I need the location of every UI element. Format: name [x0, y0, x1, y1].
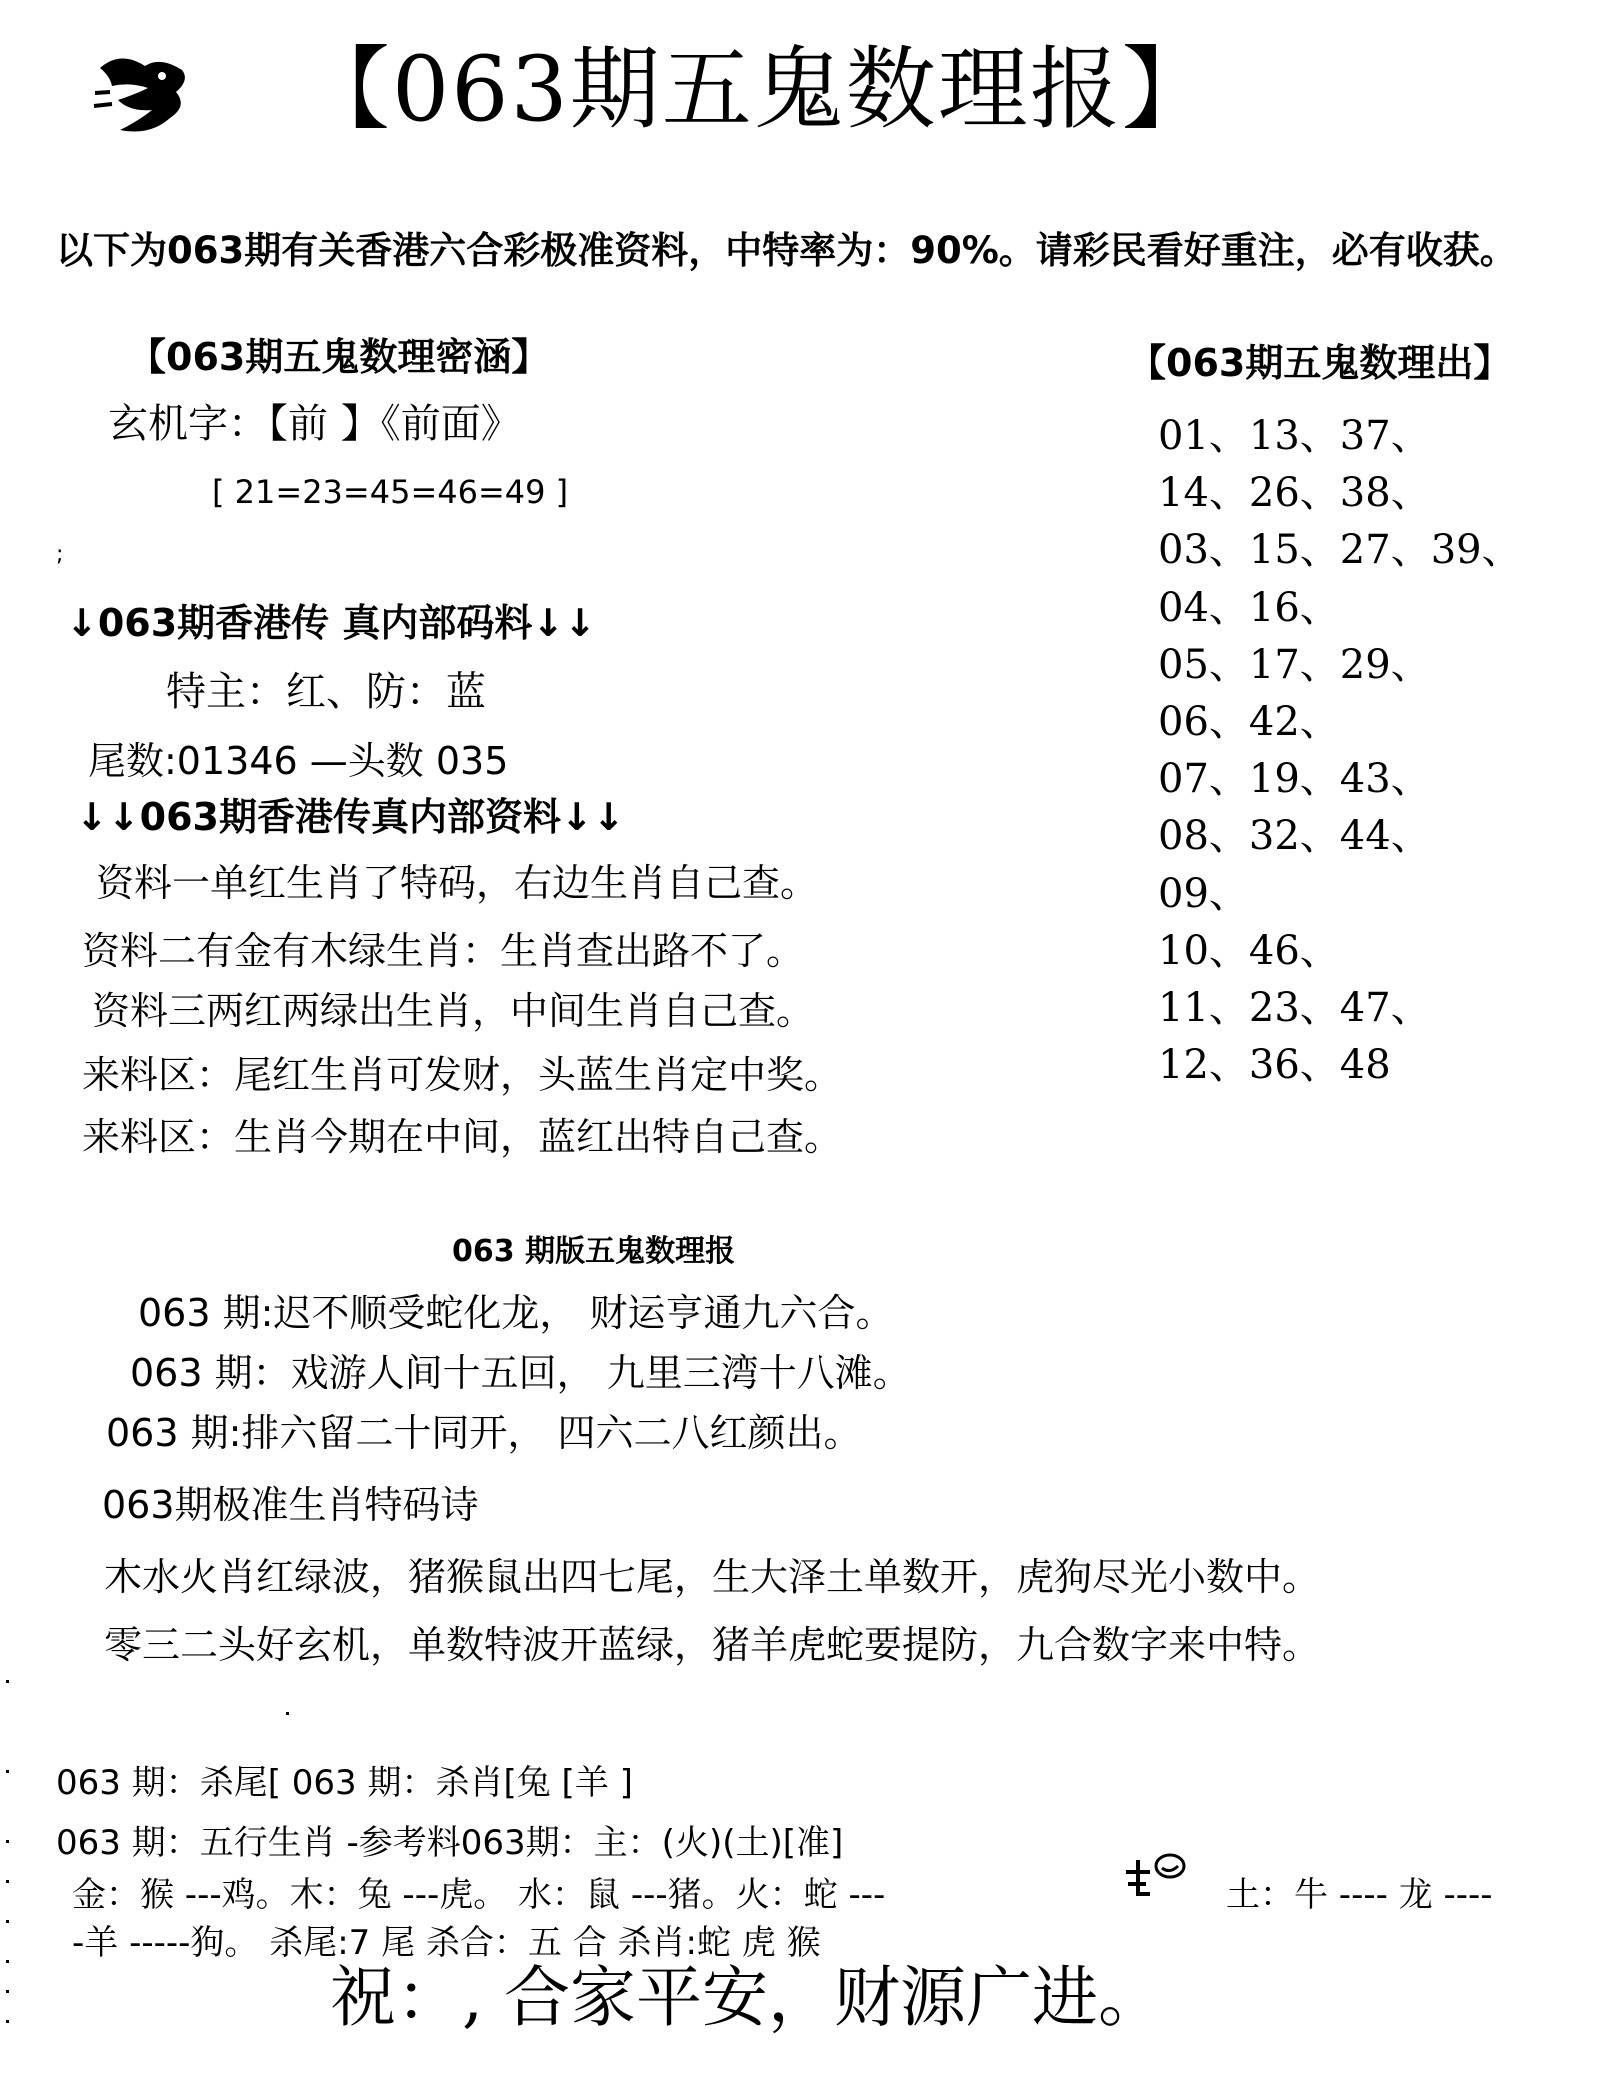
dragon-logo-icon	[90, 48, 200, 148]
poem-line-1: 063 期:迟不顺受蛇化龙， 财运亨通九六合。	[138, 1291, 894, 1335]
bottom-line-4: -羊 -----狗。 杀尾:7 尾 杀合：五 合 杀肖:蛇 虎 猴	[72, 1923, 821, 1963]
number-line: 08、32、44、	[1158, 813, 1431, 860]
numbers-heading: 【063期五鬼数理出】	[1128, 341, 1512, 385]
hk-item-1: 资料一单红生肖了特码，右边生肖自己查。	[96, 861, 819, 905]
number-line: 10、46、	[1158, 927, 1340, 974]
bottom-line-1: 063 期：杀尾[ 063 期：杀肖[兔 [羊 ]	[56, 1763, 633, 1803]
number-line: 01、13、37、	[1158, 413, 1431, 459]
bottom-line-3b: 土：牛 ---- 龙 ----	[1226, 1875, 1493, 1915]
number-line: 12、36、48	[1158, 1042, 1391, 1089]
hk-heading-1: ↓063期香港传 真内部码料↓↓	[66, 601, 597, 645]
number-list	[1158, 408, 1578, 1094]
hk-item-3: 资料三两红两绿出生肖，中间生肖自己查。	[92, 989, 815, 1033]
number-line: 04、16、	[1158, 584, 1340, 631]
poem-verse-2: 零三二头好玄机，单数特波开蓝绿，猪羊虎蛇要提防，九合数字来中特。	[104, 1623, 1321, 1667]
intro-text: 以下为063期有关香港六合彩极准资料，中特率为：90%。请彩民看好重注，必有收获。	[56, 229, 1517, 272]
number-line: 11、23、47、	[1158, 984, 1431, 1031]
hk-item-2: 资料二有金有木绿生肖：生肖查出路不了。	[82, 929, 805, 973]
number-line: 05、17、29、	[1158, 641, 1431, 688]
hk-item-5: 来料区：生肖今期在中间，蓝红出特自己查。	[82, 1115, 843, 1159]
number-line: 09、	[1158, 870, 1249, 917]
hk-heading-2: ↓↓063期香港传真内部资料↓↓	[76, 795, 625, 839]
poem-section-heading: 063 期版五鬼数理报	[452, 1234, 736, 1269]
poem-line-3: 063 期:排六留二十同开， 四六二八红颜出。	[106, 1411, 862, 1455]
hk-item-4: 来料区：尾红生肖可发财，头蓝生肖定中奖。	[82, 1053, 843, 1097]
mystery-numbers: [ 21=23=45=46=49 ]	[212, 473, 569, 511]
poem-verse-1: 木水火肖红绿波，猪猴鼠出四七尾，生大泽土单数开，虎狗尽光小数中。	[104, 1555, 1321, 1599]
poem-title: 063期极准生肖特码诗	[102, 1483, 479, 1527]
mystery-xuanji: 玄机字：【前 】《前面》	[108, 401, 521, 447]
stray-mark: ;	[56, 542, 64, 567]
footer-blessing: 祝：, 合家平安，财源广进。	[330, 1959, 1164, 2036]
bottom-line-2: 063 期：五行生肖 -参考料063期：主：(火)(土)[准]	[56, 1823, 844, 1863]
horse-glyph-icon	[1120, 1850, 1190, 1906]
number-line: 03、15、27、39、	[1158, 527, 1522, 574]
bottom-line-3a: 金：猴 ---鸡。木：兔 ---虎。 水：鼠 ---猪。火：蛇 ---	[72, 1875, 886, 1915]
mystery-heading: 【063期五鬼数理密涵】	[128, 335, 550, 379]
hk-special: 特主：红、防：蓝	[166, 669, 486, 715]
scan-edge-marks	[6, 1680, 16, 2060]
number-line: 07、19、43、	[1158, 756, 1431, 803]
hk-tails: 尾数:01346 —头数 035	[88, 739, 509, 783]
page-title: 【063期五鬼数理报】	[300, 37, 1214, 142]
number-line: 14、26、38、	[1158, 470, 1431, 517]
number-line: 06、42、	[1158, 698, 1340, 745]
speck	[286, 1712, 289, 1715]
poem-line-2: 063 期：戏游人间十五回， 九里三湾十八滩。	[130, 1351, 911, 1395]
